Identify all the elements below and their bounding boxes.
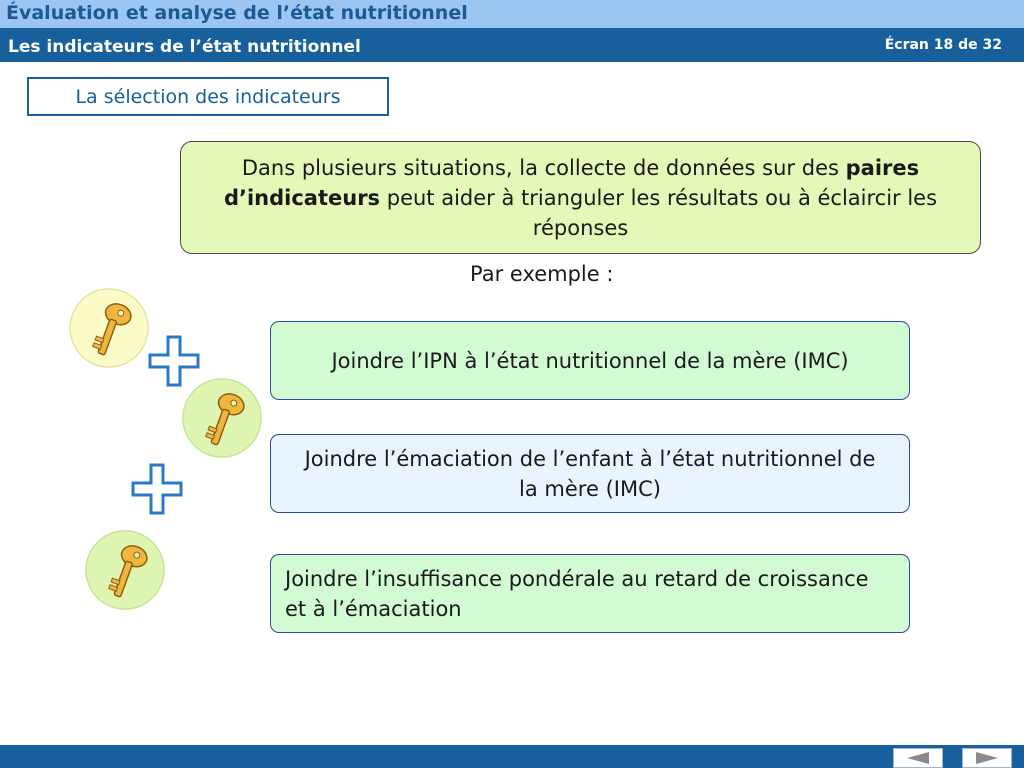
- intro-callout: [180, 141, 981, 254]
- pair-item-text: Joindre l’insuffisance pondérale au retard de croissance et à l’émaciation: [285, 566, 869, 621]
- intro-text-bold: paires d’indicateurs: [223, 155, 920, 210]
- pair-item-3: [270, 554, 910, 633]
- arrow-right-icon: [974, 751, 1000, 765]
- pair-item-2: [270, 434, 910, 513]
- pair-item-text: Joindre l’IPN à l’état nutritionnel de la mère (IMC): [331, 348, 849, 373]
- page-heading: La sélection des indicateurs: [27, 77, 389, 116]
- screen-counter: Écran 18 de 32: [884, 37, 1002, 53]
- footer-bar: [0, 745, 1024, 768]
- plus-icon: [131, 463, 183, 519]
- intro-text: [201, 153, 960, 243]
- next-button[interactable]: [962, 748, 1012, 768]
- intro-text-before: Dans plusieurs situations, la collecte de données sur des: [241, 155, 839, 180]
- pair-item-text: Joindre l’émaciation de l’enfant à l’état nutritionnel de la mère (IMC): [304, 446, 876, 501]
- section-title: Les indicateurs de l’état nutritionnel: [8, 37, 361, 57]
- example-label: Par exemple :: [470, 262, 614, 286]
- plus-icon: [148, 335, 200, 391]
- pair-item-1: [270, 321, 910, 400]
- key-icon: [69, 288, 149, 368]
- section-header-bar: [0, 28, 1024, 62]
- intro-text-after: peut aider à trianguler les résultats ou à éclaircir les réponses: [386, 185, 938, 240]
- course-title: Évaluation et analyse de l’état nutritionnel: [6, 2, 468, 24]
- arrow-left-icon: [905, 751, 931, 765]
- previous-button[interactable]: [893, 748, 943, 768]
- course-header-bar: [0, 0, 1024, 28]
- key-icon: [85, 530, 165, 610]
